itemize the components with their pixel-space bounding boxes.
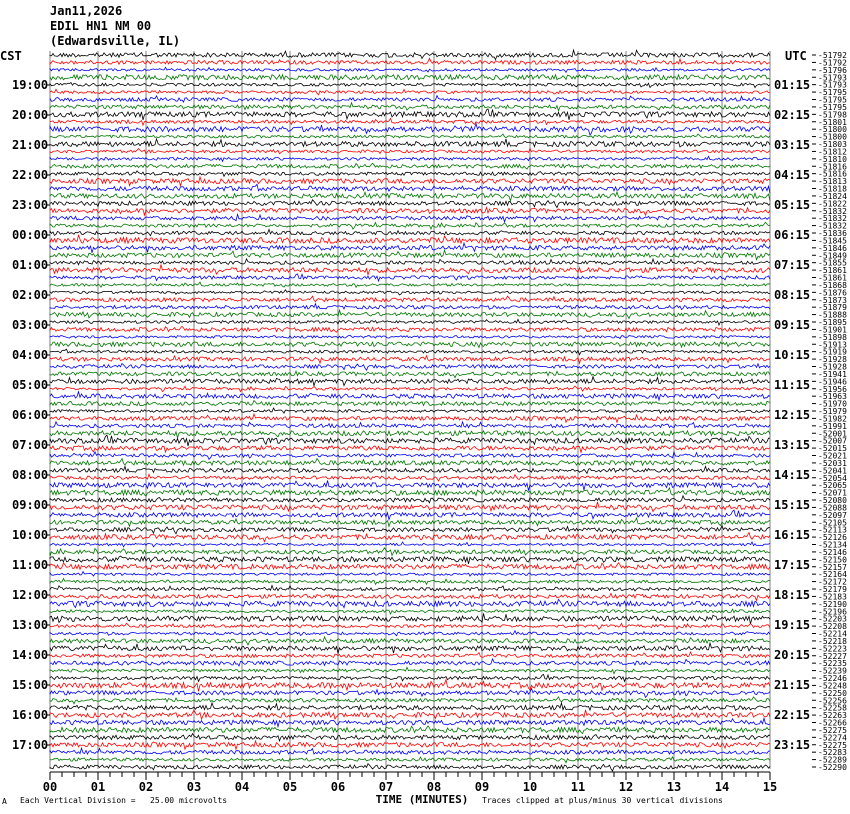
seismic-trace — [50, 177, 770, 186]
trace-offset-label: -52275 — [818, 725, 847, 735]
left-hour-label: 11:00 — [12, 558, 49, 572]
left-hour-label: 23:00 — [12, 198, 49, 212]
seismic-trace — [50, 371, 770, 378]
seismic-trace — [50, 83, 770, 88]
trace-offset-label: -51928 — [818, 355, 847, 365]
seismic-trace — [50, 734, 770, 741]
trace-offset-label: -52275 — [818, 740, 847, 750]
scale-note: Each Vertical Division = 25.00 microvolts — [20, 796, 228, 805]
right-hour-label: 05:15 — [774, 198, 811, 212]
seismic-trace — [50, 572, 770, 577]
trace-offset-label: -52021 — [818, 451, 847, 461]
left-hour-label: 01:00 — [12, 258, 49, 272]
seismic-trace — [50, 579, 770, 585]
seismic-trace — [50, 533, 770, 542]
right-hour-label: 02:15 — [774, 108, 811, 122]
time-tick-label: 01 — [90, 780, 106, 794]
right-hour-label: 01:15 — [774, 78, 811, 92]
trace-offset-label: -52256 — [818, 696, 847, 706]
trace-offset-label: -51895 — [818, 318, 847, 327]
time-tick-label: 00 — [42, 780, 58, 794]
trace-offset-label: -51861 — [818, 266, 847, 276]
trace-offset-label: -51901 — [818, 325, 847, 335]
station-location: (Edwardsville, IL) — [50, 34, 181, 48]
trace-offset-label: -52208 — [818, 622, 847, 632]
left-hour-label: 05:00 — [12, 378, 49, 392]
left-hour-label: 16:00 — [12, 708, 49, 722]
seismic-trace — [50, 222, 770, 229]
time-tick-label: 15 — [762, 780, 778, 794]
seismic-trace — [50, 208, 770, 216]
trace-offset-label: -52290 — [818, 763, 847, 772]
seismic-trace — [50, 718, 770, 726]
trace-offset-label: -52235 — [818, 659, 847, 669]
trace-offset-label: -52015 — [818, 444, 847, 454]
trace-offset-label: -51793 — [818, 80, 847, 90]
time-tick-label: 11 — [570, 780, 586, 794]
trace-offset-label: -51855 — [818, 258, 847, 268]
time-tick-label: 06 — [330, 780, 346, 794]
trace-lines — [50, 50, 770, 771]
seismic-trace — [50, 488, 770, 496]
seismic-trace — [50, 548, 770, 556]
trace-offset-label: -51849 — [818, 251, 847, 261]
trace-offset-label: -51876 — [818, 288, 847, 298]
time-tick-label: 09 — [474, 780, 490, 794]
trace-offset-label: -52065 — [818, 481, 847, 491]
left-hour-label: 00:00 — [12, 228, 49, 242]
trace-offset-label: -51801 — [818, 117, 847, 127]
seismic-trace — [50, 680, 770, 692]
seismic-trace — [50, 184, 770, 193]
trace-offset-label: -51792 — [818, 58, 847, 68]
trace-offset-label: -52097 — [818, 510, 847, 520]
seismic-trace — [50, 386, 770, 392]
trace-offset-label: -52250 — [818, 688, 847, 698]
right-hour-label: 19:15 — [774, 618, 811, 632]
seismic-trace — [50, 703, 770, 711]
right-hour-label: 23:15 — [774, 738, 811, 752]
right-hour-label: 18:15 — [774, 588, 811, 602]
seismic-trace — [50, 466, 770, 473]
seismic-trace — [50, 556, 770, 564]
seismic-trace — [50, 609, 770, 614]
seismic-trace — [50, 75, 770, 80]
trace-offset-label: -52263 — [818, 711, 847, 721]
trace-offset-label: -51873 — [818, 295, 847, 305]
trace-offset-label: -51956 — [818, 384, 847, 394]
x-axis-title: TIME (MINUTES) — [375, 793, 469, 806]
trace-offset-label: -52105 — [818, 518, 847, 528]
seismic-trace — [50, 408, 770, 413]
right-hour-label: 12:15 — [774, 408, 811, 422]
left-hour-label: 02:00 — [12, 288, 49, 302]
seismic-trace — [50, 230, 770, 236]
trace-offset-label: -52080 — [818, 496, 847, 505]
right-hour-label: 20:15 — [774, 648, 811, 662]
seismic-trace — [50, 697, 770, 704]
seismic-trace — [50, 392, 770, 400]
trace-offset-label: -51800 — [818, 132, 847, 142]
seismic-trace — [50, 134, 770, 138]
time-tick-label: 05 — [282, 780, 298, 794]
left-hour-label: 17:00 — [12, 738, 49, 752]
seismic-trace — [50, 459, 770, 466]
trace-offset-label: -52190 — [818, 599, 847, 609]
seismic-trace — [50, 200, 770, 208]
seismic-trace — [50, 689, 770, 698]
seismic-trace — [50, 435, 770, 446]
trace-offset-label: -52274 — [818, 733, 847, 743]
right-hour-label: 06:15 — [774, 228, 811, 242]
trace-offset-label: -51946 — [818, 377, 847, 387]
seismic-trace — [50, 563, 770, 570]
trace-offset-label: -52134 — [818, 540, 847, 550]
right-hour-label: 21:15 — [774, 678, 811, 692]
left-hour-label: 04:00 — [12, 348, 49, 362]
seismic-trace — [50, 139, 770, 147]
seismic-trace — [50, 599, 770, 607]
time-tick-label: 02 — [138, 780, 154, 794]
right-hour-label: 11:15 — [774, 378, 811, 392]
seismic-trace — [50, 296, 770, 302]
trace-offset-label: -51898 — [818, 332, 847, 342]
left-hour-label: 03:00 — [12, 318, 49, 332]
seismic-trace — [50, 235, 770, 243]
seismic-trace — [50, 349, 770, 355]
trace-offset-label: -51941 — [818, 369, 847, 379]
seismic-trace — [50, 474, 770, 481]
trace-offset-label: -51795 — [818, 102, 847, 112]
seismic-trace — [50, 764, 770, 771]
trace-offset-label: -51795 — [818, 88, 847, 98]
seismic-trace — [50, 452, 770, 459]
seismic-trace — [50, 326, 770, 332]
seismic-trace — [50, 335, 770, 338]
trace-offset-label: -51832 — [818, 221, 847, 231]
seismic-trace — [50, 243, 770, 253]
left-hour-label: 12:00 — [12, 588, 49, 602]
seismic-trace — [50, 518, 770, 526]
trace-offset-label: -52266 — [818, 718, 847, 728]
trace-offset-label: -52001 — [818, 429, 847, 439]
left-axis-label: CST — [0, 49, 22, 63]
left-hour-label: 22:00 — [12, 168, 49, 182]
seismic-trace — [50, 502, 770, 512]
trace-offset-label: -52071 — [818, 488, 847, 498]
seismic-trace — [50, 171, 770, 176]
seismic-trace — [50, 422, 770, 428]
left-hour-label: 08:00 — [12, 468, 49, 482]
seismic-trace — [50, 593, 770, 600]
trace-offset-label: -51800 — [818, 125, 847, 135]
seismic-trace — [50, 748, 770, 754]
seismic-trace — [50, 526, 770, 534]
seismic-trace — [50, 96, 770, 103]
trace-offset-label: -52172 — [818, 577, 847, 587]
seismic-trace — [50, 741, 770, 749]
trace-offset-label: -51824 — [818, 191, 847, 201]
left-hour-label: 19:00 — [12, 78, 49, 92]
seismic-trace — [50, 50, 770, 59]
seismic-trace — [50, 675, 770, 682]
trace-offset-label: -52113 — [818, 525, 847, 535]
seismic-trace — [50, 377, 770, 386]
seismic-trace — [50, 192, 770, 201]
corner-mark: A — [2, 797, 7, 806]
seismic-trace — [50, 290, 770, 295]
trace-offset-label: -52041 — [818, 466, 847, 476]
trace-offset-label: -52258 — [818, 703, 847, 713]
trace-offset-label: -52183 — [818, 592, 847, 602]
trace-offset-label: -51846 — [818, 243, 847, 253]
trace-offset-label: -51879 — [818, 303, 847, 313]
right-hour-label: 15:15 — [774, 498, 811, 512]
left-hour-label: 06:00 — [12, 408, 49, 422]
seismic-trace — [50, 613, 770, 623]
seismic-trace — [50, 214, 770, 222]
seismic-trace — [50, 652, 770, 658]
seismic-trace — [50, 103, 770, 111]
seismic-trace — [50, 623, 770, 629]
trace-offset-label: -52223 — [818, 644, 847, 654]
time-tick-label: 13 — [666, 780, 682, 794]
seismic-trace — [50, 446, 770, 453]
trace-offset-label: -51796 — [818, 65, 847, 75]
right-hour-label: 08:15 — [774, 288, 811, 302]
seismic-trace — [50, 659, 770, 666]
seismic-trace — [50, 414, 770, 422]
right-hour-label: 13:15 — [774, 438, 811, 452]
trace-offset-label: -52227 — [818, 651, 847, 661]
trace-offset-label: -52196 — [818, 607, 847, 617]
trace-offset-label: -52164 — [818, 570, 847, 580]
time-tick-label: 08 — [426, 780, 442, 794]
trace-offset-label: -51798 — [818, 110, 847, 120]
trace-offset-label: -52179 — [818, 585, 847, 594]
seismic-trace — [50, 542, 770, 547]
left-hour-label: 09:00 — [12, 498, 49, 512]
left-hour-label: 15:00 — [12, 678, 49, 692]
seismic-trace — [50, 643, 770, 654]
trace-offset-label: -51888 — [818, 310, 847, 320]
seismic-trace — [50, 250, 770, 259]
trace-offset-label: -51813 — [818, 177, 847, 187]
seismic-trace — [50, 319, 770, 325]
trace-offset-label: -51979 — [818, 407, 847, 416]
seismic-trace — [50, 481, 770, 491]
trace-offset-label: -52218 — [818, 636, 847, 646]
seismic-trace — [50, 631, 770, 636]
trace-offset-label: -52239 — [818, 666, 847, 676]
seismic-trace — [50, 757, 770, 763]
seismic-trace — [50, 109, 770, 120]
seismic-trace — [50, 67, 770, 72]
trace-offset-label: -52007 — [818, 436, 847, 446]
trace-offset-label: -51795 — [818, 95, 847, 105]
trace-offset-label: -51832 — [818, 206, 847, 216]
trace-offset-label: -52203 — [818, 614, 847, 624]
seismic-trace — [50, 259, 770, 265]
trace-offset-label: -51818 — [818, 184, 847, 194]
trace-offset-label: -51928 — [818, 362, 847, 372]
left-hour-label: 14:00 — [12, 648, 49, 662]
seismic-trace — [50, 265, 770, 275]
right-hour-label: 16:15 — [774, 528, 811, 542]
time-tick-label: 04 — [234, 780, 250, 794]
trace-offset-label: -51982 — [818, 414, 847, 424]
right-hour-label: 09:15 — [774, 318, 811, 332]
trace-offset-label: -51991 — [818, 421, 847, 431]
chart-date: Jan11,2026 — [50, 4, 123, 18]
trace-offset-label: -51793 — [818, 73, 847, 83]
seismic-trace — [50, 586, 770, 591]
right-hour-label: 17:15 — [774, 558, 811, 572]
left-hour-label: 20:00 — [12, 108, 49, 122]
seismic-trace — [50, 667, 770, 673]
trace-offset-label: -51792 — [818, 51, 847, 60]
right-hour-label: 10:15 — [774, 348, 811, 362]
trace-offset-label: -52157 — [818, 562, 847, 572]
trace-offset-label: -51816 — [818, 169, 847, 179]
seismic-trace — [50, 124, 770, 135]
right-hour-label: 04:15 — [774, 168, 811, 182]
station-code: EDIL HN1 NM 00 — [50, 19, 152, 33]
seismic-trace — [50, 148, 770, 154]
seismic-trace — [50, 89, 770, 95]
right-axis-label: UTC — [785, 49, 807, 63]
right-hour-label: 03:15 — [774, 138, 811, 152]
seismic-trace — [50, 58, 770, 64]
trace-offset-label: -51845 — [818, 236, 847, 246]
seismic-trace — [50, 119, 770, 126]
clip-note: Traces clipped at plus/minus 30 vertical divisions — [482, 796, 723, 805]
trace-offset-label: -52146 — [818, 547, 847, 557]
trace-offset-label: -51803 — [818, 140, 847, 149]
seismic-trace — [50, 364, 770, 371]
seismic-trace — [50, 342, 770, 347]
seismic-trace — [50, 431, 770, 438]
trace-offset-label: -51822 — [818, 199, 847, 209]
time-tick-label: 07 — [378, 780, 394, 794]
seismic-trace — [50, 726, 770, 734]
left-hour-label: 21:00 — [12, 138, 49, 152]
seismic-trace — [50, 310, 770, 318]
trace-offset-label: -52283 — [818, 748, 847, 758]
right-hour-label: 22:15 — [774, 708, 811, 722]
trace-offset-label: -52088 — [818, 503, 847, 513]
seismic-trace — [50, 496, 770, 503]
time-tick-label: 10 — [522, 780, 538, 794]
seismic-trace — [50, 710, 770, 719]
trace-offset-label: -52031 — [818, 458, 847, 468]
trace-offset-label: -51836 — [818, 229, 847, 238]
trace-offset-label: -51963 — [818, 392, 847, 402]
trace-offset-label: -51816 — [818, 162, 847, 172]
trace-offset-label: -52054 — [818, 473, 847, 483]
seismic-trace — [50, 274, 770, 281]
trace-offset-label: -51868 — [818, 280, 847, 290]
seismic-trace — [50, 163, 770, 169]
left-hour-label: 07:00 — [12, 438, 49, 452]
seismic-trace — [50, 304, 770, 310]
left-hour-label: 13:00 — [12, 618, 49, 632]
time-tick-label: 03 — [186, 780, 202, 794]
seismic-trace — [50, 510, 770, 519]
trace-offset-label: -52248 — [818, 681, 847, 691]
seismic-trace — [50, 156, 770, 161]
seismic-trace — [50, 282, 770, 287]
left-hour-label: 10:00 — [12, 528, 49, 542]
trace-offset-label: -51861 — [818, 273, 847, 283]
right-hour-label: 14:15 — [774, 468, 811, 482]
trace-offset-label: -52126 — [818, 533, 847, 543]
time-tick-label: 12 — [618, 780, 634, 794]
time-tick-label: 14 — [714, 780, 730, 794]
trace-offset-label: -52214 — [818, 629, 847, 639]
trace-offset-label: -51810 — [818, 154, 847, 164]
seismic-trace — [50, 356, 770, 364]
trace-offset-label: -52289 — [818, 755, 847, 765]
right-hour-label: 07:15 — [774, 258, 811, 272]
trace-offset-label: -51919 — [818, 347, 847, 357]
trace-offset-label: -51812 — [818, 147, 847, 157]
trace-offset-label: -51832 — [818, 214, 847, 224]
trace-offset-label: -51913 — [818, 340, 847, 350]
trace-offset-label: -51970 — [818, 399, 847, 409]
seismic-trace — [50, 637, 770, 645]
trace-offset-label: -52150 — [818, 555, 847, 565]
trace-offset-label: -52246 — [818, 674, 847, 683]
seismic-trace — [50, 401, 770, 406]
